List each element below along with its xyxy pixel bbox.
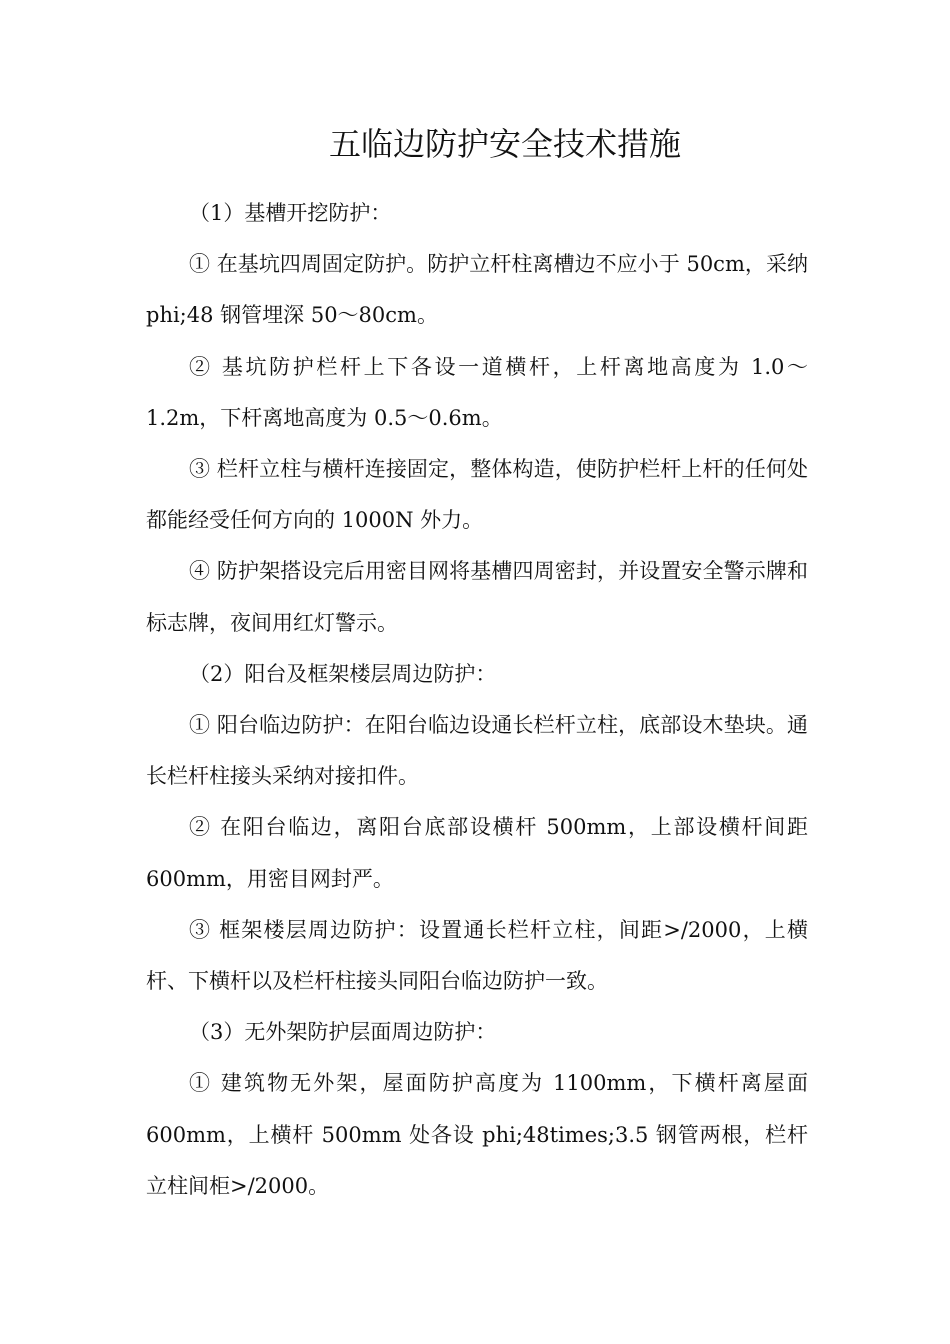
paragraph: ④ 防护架搭设完后用密目网将基槽四周密封，并设置安全警示牌和标志牌，夜间用红灯警示。 [146,559,808,635]
section-heading-1: （1）基槽开挖防护： [189,201,392,225]
paragraph: ① 在基坑四周固定防护。防护立杆柱离槽边不应小于 50cm，采纳 phi;48 钢管埋深 50～80cm。 [146,252,808,328]
section-heading-2: （2）阳台及框架楼层周边防护： [189,661,497,686]
section-heading-3: （3）无外架防护层面周边防护： [189,1020,497,1045]
document-title: 五临边防护安全技术措施 [328,125,681,163]
paragraph: ② 基坑防护栏杆上下各设一道横杆，上杆离地高度为 1.0～1.2m，下杆离地高度为 0.5～0.6m。 [146,354,808,430]
document-body [146,188,808,1212]
paragraph: ② 在阳台临边，离阳台底部设横杆 500mm，上部设横杆间距 600mm，用密目网封严。 [146,815,808,891]
paragraph: ① 建筑物无外架，屋面防护高度为 1100mm，下横杆离屋面 600mm，上横杆 500mm 处各设 phi;48times;3.5 钢管两根，栏杆立柱间柜>/2000。 [146,1071,808,1198]
paragraph: ③ 栏杆立柱与横杆连接固定，整体构造，使防护栏杆上杆的任何处都能经受任何方向的 1000N 外力。 [146,457,808,533]
paragraph: ③ 框架楼层周边防护：设置通长栏杆立柱，间距>/2000，上横杆、下横杆以及栏杆柱接头同阳台临边防护一致。 [146,917,808,994]
paragraph: ① 阳台临边防护：在阳台临边设通长栏杆立柱，底部设木垫块。通长栏杆柱接头采纳对接扣件。 [146,713,808,789]
